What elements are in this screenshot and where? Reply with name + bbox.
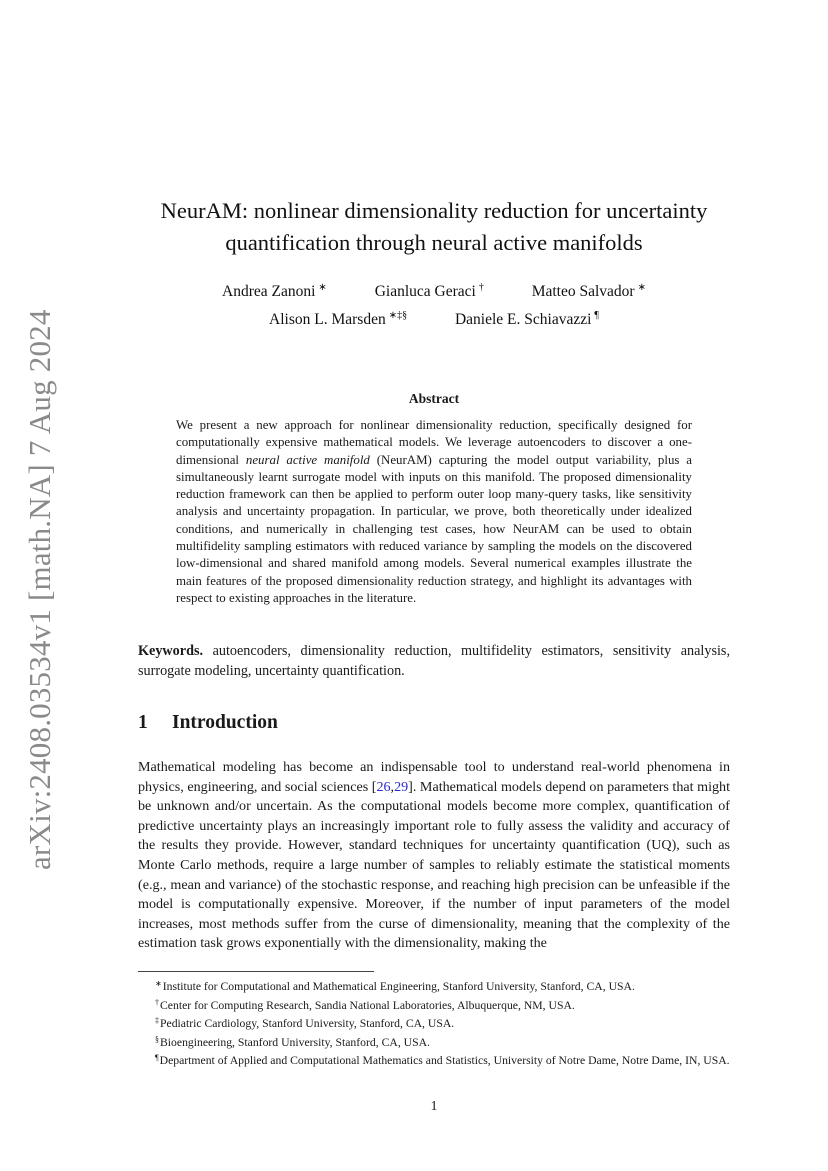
footnote-rule — [138, 971, 374, 972]
footnote: §Bioengineering, Stanford University, Stanford, CA, USA. — [155, 1034, 430, 1049]
section-heading — [138, 712, 730, 734]
keywords — [138, 641, 730, 681]
abstract-heading: Abstract — [408, 391, 460, 406]
author: Gianluca Geraci † — [374, 282, 484, 300]
author: Daniele E. Schiavazzi ¶ — [454, 310, 599, 328]
keywords-text: autoencoders, dimensionality reduction, multifidelity estimators, sensitivity analysis, surrogate modeling, uncertainty quantification. — [138, 643, 730, 679]
title-line-1: NeurAM: nonlinear dimensionality reduction for uncertainty — [160, 198, 708, 223]
footnote: ¶Department of Applied and Computational Mathematics and Statistics, University of Notre Dame, Notre Dame, IN, USA. — [155, 1053, 730, 1067]
affiliation-mark: ∗ — [637, 282, 646, 293]
title-line-2: quantification through neural active manifolds — [225, 230, 643, 255]
footnote: ∗Institute for Computational and Mathematical Engineering, Stanford University, Stanford, CA, USA. — [155, 979, 635, 993]
abstract-text: We present a new approach for nonlinear dimensionality reduction, specifically designed for computationally expensive mathematical models. We leverage autoencoders to discover a one-dimensional neural active manifold (NeurAM) capturing the model output variability, plus a simultaneously learnt surrogate model with inputs on this manifold. The proposed dimensionality reduction framework can then be applied to perform outer loop many-query tasks, like sensitivity analysis and uncertainty propagation. In particular, we prove, both theoretically under idealized conditions, and numerically in challenging test cases, how NeurAM can be used to obtain multifidelity sampling estimators with reduced variance by sampling the models on the discovered low-dimensional and shared manifold among models. Several numerical examples illustrate the main features of the proposed dimensionality reduction strategy, and highlight its advantages with respect to existing approaches in the literature. — [176, 418, 692, 605]
footnote-mark: ¶ — [155, 1053, 159, 1062]
author-list-row-2 — [138, 310, 730, 329]
footnote: ‡Pediatric Cardiology, Stanford University, Stanford, CA, USA. — [155, 1016, 455, 1030]
author: Andrea Zanoni ∗ — [222, 282, 327, 300]
paper-title — [100, 195, 768, 259]
footnote-mark: ‡ — [155, 1016, 159, 1025]
abstract-emphasis: neural active manifold — [245, 452, 370, 467]
affiliation-mark: † — [478, 282, 484, 293]
affiliation-mark: ∗ — [318, 282, 327, 293]
section-number: 1 — [138, 712, 148, 733]
author: Matteo Salvador ∗ — [531, 282, 646, 300]
arxiv-identifier: arXiv:2408.03534v1 [math.NA] 7 Aug 2024 — [22, 309, 57, 870]
keywords-label: Keywords. — [138, 643, 204, 659]
author-list-row-1 — [138, 282, 730, 301]
affiliation-mark: ¶ — [594, 310, 599, 321]
citation-link[interactable]: 29 — [394, 778, 409, 795]
footnote-mark: † — [155, 997, 159, 1007]
citation-link[interactable]: 26 — [376, 778, 391, 795]
footnotes — [138, 976, 730, 1069]
footnote-mark: § — [155, 1034, 159, 1044]
footnote: †Center for Computing Research, Sandia National Laboratories, Albuquerque, NM, USA. — [155, 997, 575, 1012]
affiliation-mark: ∗‡§ — [388, 310, 408, 321]
section-title: Introduction — [172, 712, 278, 733]
introduction-paragraph: Mathematical modeling has become an indispensable tool to understand real-world phenomena in physics, engineering, and social sciences [26,29]. Mathematical models depend on parameters that might be unknown and/or uncertain. As the computational models become more complex, quantification of predictive uncertainty plays an increasingly important role to fully assess the validity and accuracy of the results they provide. However, standard techniques for uncertainty quantification (UQ), such as Monte Carlo methods, require a large number of samples to reliably estimate the statistical moments (e.g., mean and variance) of the stochastic response, and reaching high precision can be unfeasible if the model is computationally expensive. Moreover, if the number of input parameters of the model increases, most methods suffer from the curse of dimensionality, meaning that the complexity of the estimation task grows exponentially with the dimensionality, making the — [138, 759, 730, 952]
page-number: 1 — [430, 1099, 438, 1114]
author: Alison L. Marsden ∗‡§ — [269, 310, 408, 328]
footnote-mark: ∗ — [155, 979, 162, 988]
